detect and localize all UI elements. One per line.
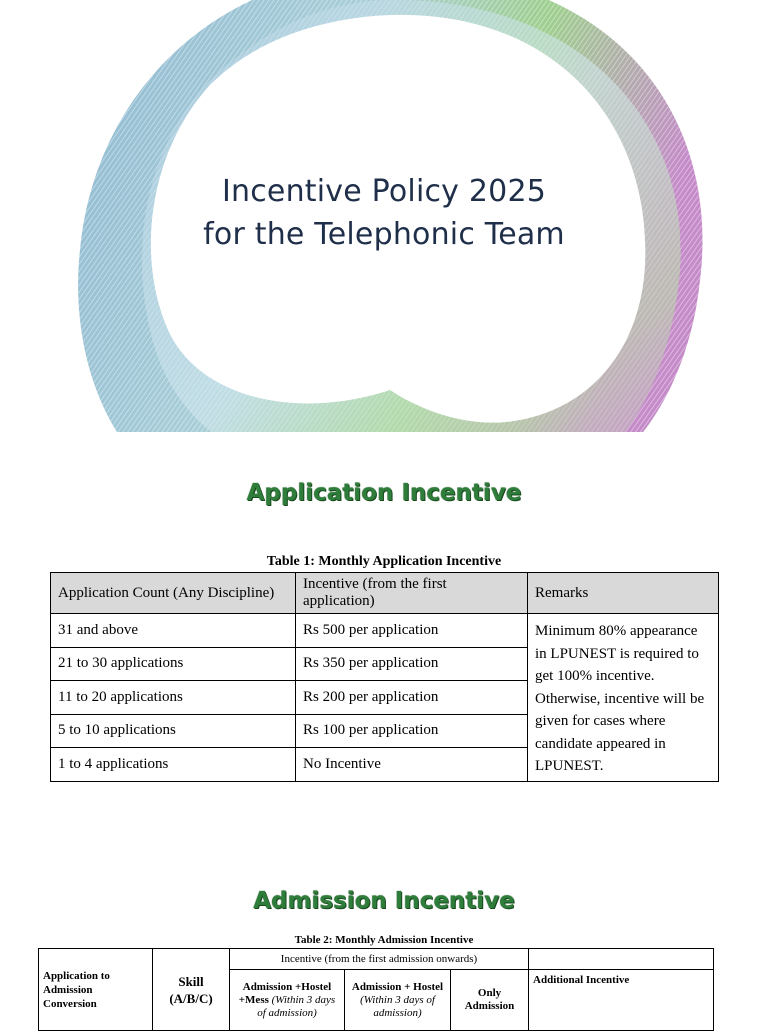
incentive-cell: No Incentive	[296, 748, 528, 782]
admission-hostel-mess-label: Admission +Hostel +Mess	[238, 980, 332, 1006]
incentive-cell: Rs 500 per application	[296, 614, 528, 648]
header-additional-incentive: Additional Incentive	[529, 970, 714, 1031]
application-count-cell: 11 to 20 applications	[51, 681, 296, 715]
header-spacer	[529, 949, 714, 970]
admission-hostel-note: (Within 3 days of admission)	[360, 993, 435, 1019]
application-count-cell: 21 to 30 applications	[51, 647, 296, 681]
application-incentive-heading: Application Incentive	[246, 480, 522, 506]
application-incentive-table	[50, 572, 719, 782]
incentive-cell: Rs 350 per application	[296, 647, 528, 681]
header-incentive-group: Incentive (from the first admission onwards)	[230, 949, 529, 970]
header-application-count: Application Count (Any Discipline)	[51, 573, 296, 614]
incentive-cell: Rs 200 per application	[296, 681, 528, 715]
table-header-row	[51, 573, 719, 614]
table-1-caption: Table 1: Monthly Application Incentive	[266, 554, 502, 569]
header-incentive: Incentive (from the first application)	[296, 573, 528, 614]
admission-incentive-table	[38, 948, 714, 1031]
admission-incentive-heading: Admission Incentive	[253, 888, 515, 914]
remarks-cell: Minimum 80% appearance in LPUNEST is required to get 100% incentive. Otherwise, incentive will be given for cases where candidate appeared in LPUNEST.	[528, 614, 719, 782]
cover-banner	[0, 0, 768, 432]
table-row	[51, 614, 719, 648]
table-2-caption: Table 2: Monthly Admission Incentive	[294, 934, 474, 946]
header-conversion: Application to Admission Conversion	[39, 949, 153, 1031]
cover-title-line-1: Incentive Policy 2025	[221, 174, 547, 209]
header-admission-hostel	[345, 970, 451, 1031]
cover-title-line-2: for the Telephonic Team	[203, 217, 565, 252]
application-count-cell: 5 to 10 applications	[51, 714, 296, 748]
application-count-cell: 31 and above	[51, 614, 296, 648]
table-header-row	[39, 949, 714, 970]
header-skill: Skill (A/B/C)	[153, 949, 230, 1031]
admission-hostel-mess-note: (Within 3 days of admission)	[257, 993, 336, 1019]
incentive-cell: Rs 100 per application	[296, 714, 528, 748]
application-count-cell: 1 to 4 applications	[51, 748, 296, 782]
admission-hostel-label: Admission + Hostel	[351, 980, 444, 993]
header-remarks: Remarks	[528, 573, 719, 614]
header-only-admission: Only Admission	[451, 970, 529, 1031]
cover-title	[0, 170, 768, 256]
header-admission-hostel-mess	[230, 970, 345, 1031]
